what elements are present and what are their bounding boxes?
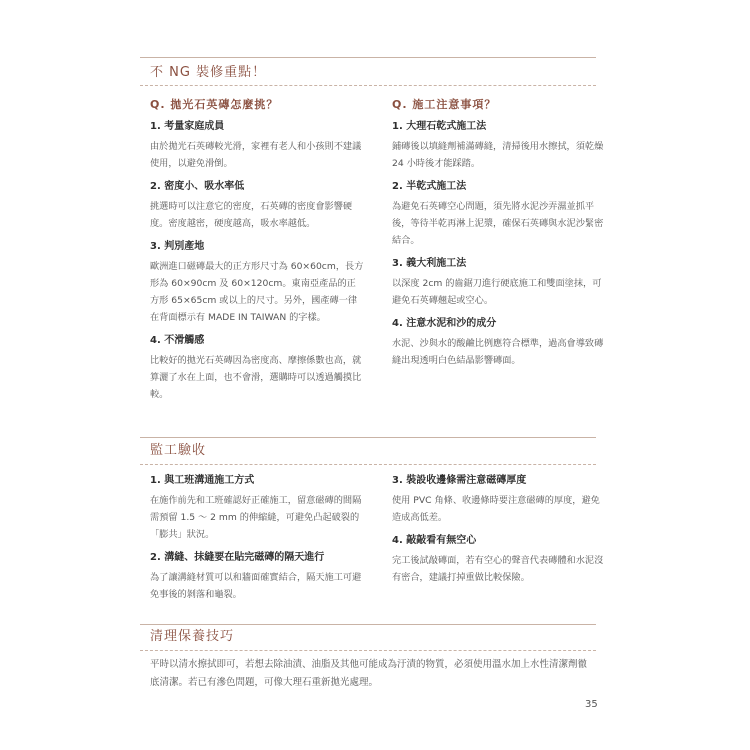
item-body: 完工後試敲磚面，若有空心的聲音代表磚體和水泥沒有密合，建議打掉重做比較保險。 — [392, 555, 604, 583]
selection-column — [150, 120, 365, 411]
item-body: 在施作前先和工班確認好正確施工，留意磁磚的間隔需預留 1.5 ～ 2 mm 的伸縮縫，可避免凸起破裂的「膨共」狀況。 — [150, 495, 362, 540]
item-body: 以深度 2cm 的齒鋸刀進行硬底施工和雙面塗抹，可避免石英磚翹起或空心。 — [392, 278, 602, 306]
page-number: 35 — [585, 699, 598, 710]
item-title: 3. 義大利施工法 — [392, 258, 467, 269]
list-item — [150, 120, 365, 172]
section-rule-top — [140, 57, 596, 58]
section-title-inspection: 監工驗收 — [150, 443, 207, 458]
list-item — [392, 534, 607, 586]
section-rule-bottom — [140, 85, 596, 86]
item-body: 水泥、沙與水的酸鹼比例應符合標準，過高會導致磚縫出現透明白色結晶影響磚面。 — [392, 338, 604, 366]
question-heading-construction: Q. 施工注意事項？ — [392, 98, 497, 111]
item-body: 挑選時可以注意它的密度，石英磚的密度會影響硬度。密度越密，硬度越高，吸水率越低。 — [150, 201, 353, 229]
section-rule-bottom — [140, 650, 596, 651]
item-title: 4. 敲敲看有無空心 — [392, 535, 477, 546]
item-title: 1. 與工班溝通施工方式 — [150, 475, 255, 486]
inspection-right-column — [392, 474, 607, 594]
item-body: 鋪磚後以填縫劑補滿磚縫，清掃後用水擦拭，須乾燥 24 小時後才能踩踏。 — [392, 141, 604, 169]
list-item — [392, 120, 607, 172]
item-title: 2. 半乾式施工法 — [392, 181, 467, 192]
item-title: 3. 判別產地 — [150, 241, 205, 252]
item-body: 為避免石英磚空心問題，須先將水泥沙弄濕並抓平後，等待半乾再淋上泥漿，確保石英磚與水泥沙緊密結合。 — [392, 201, 604, 246]
section-rule-top — [140, 437, 596, 438]
item-title: 2. 密度小、吸水率低 — [150, 181, 245, 192]
list-item — [392, 317, 607, 369]
section-title-cleaning: 清理保養技巧 — [150, 629, 235, 644]
cleaning-body: 平時以清水擦拭即可，若想去除油漬、油脂及其他可能成為汙漬的物質，必須使用溫水加上水性清潔劑徹底清潔。若已有滲色問題，可像大理石重新拋光處理。 — [150, 659, 588, 688]
list-item — [392, 474, 607, 526]
section-rule-bottom — [140, 464, 596, 465]
list-item — [150, 240, 365, 326]
list-item — [150, 551, 365, 603]
section-title-ng: 不 NG 裝修重點！ — [150, 65, 267, 80]
question-heading-selection: Q. 拋光石英磚怎麼挑？ — [150, 98, 279, 111]
item-title: 1. 大理石乾式施工法 — [392, 121, 487, 132]
list-item — [392, 180, 607, 249]
construction-column — [392, 120, 607, 377]
item-body: 比較好的拋光石英磚因為密度高、摩擦係數也高，就算灑了水在上面，也不會滑，選購時可以透過觸摸比較。 — [150, 355, 362, 400]
item-body: 使用 PVC 角條、收邊條時要注意磁磚的厚度，避免造成高低差。 — [392, 495, 600, 523]
list-item — [150, 334, 365, 403]
item-title: 3. 裝設收邊條需注意磁磚厚度 — [392, 475, 527, 486]
item-body: 由於拋光石英磚較光滑，家裡有老人和小孩則不建議使用，以避免滑倒。 — [150, 141, 362, 169]
inspection-left-column — [150, 474, 365, 611]
item-title: 4. 不滑觸感 — [150, 335, 205, 346]
item-title: 1. 考量家庭成員 — [150, 121, 225, 132]
item-body: 歐洲進口磁磚最大的正方形尺寸為 60×60cm，長方形為 60×90cm 及 60×120cm。東南亞產品的正方形 65×65cm 或以上的尺寸。另外，國產磚一律在背面標示有 MADE IN TAIWAN 的字樣。 — [150, 261, 364, 323]
list-item — [150, 474, 365, 543]
section-rule-top — [140, 624, 596, 625]
item-body: 為了讓溝縫材質可以和牆面確實結合，隔天施工可避免事後的剝落和龜裂。 — [150, 572, 362, 600]
item-title: 2. 溝縫、抹縫要在貼完磁磚的隔天進行 — [150, 552, 325, 563]
list-item — [150, 180, 365, 232]
list-item — [392, 257, 607, 309]
item-title: 4. 注意水泥和沙的成分 — [392, 318, 497, 329]
